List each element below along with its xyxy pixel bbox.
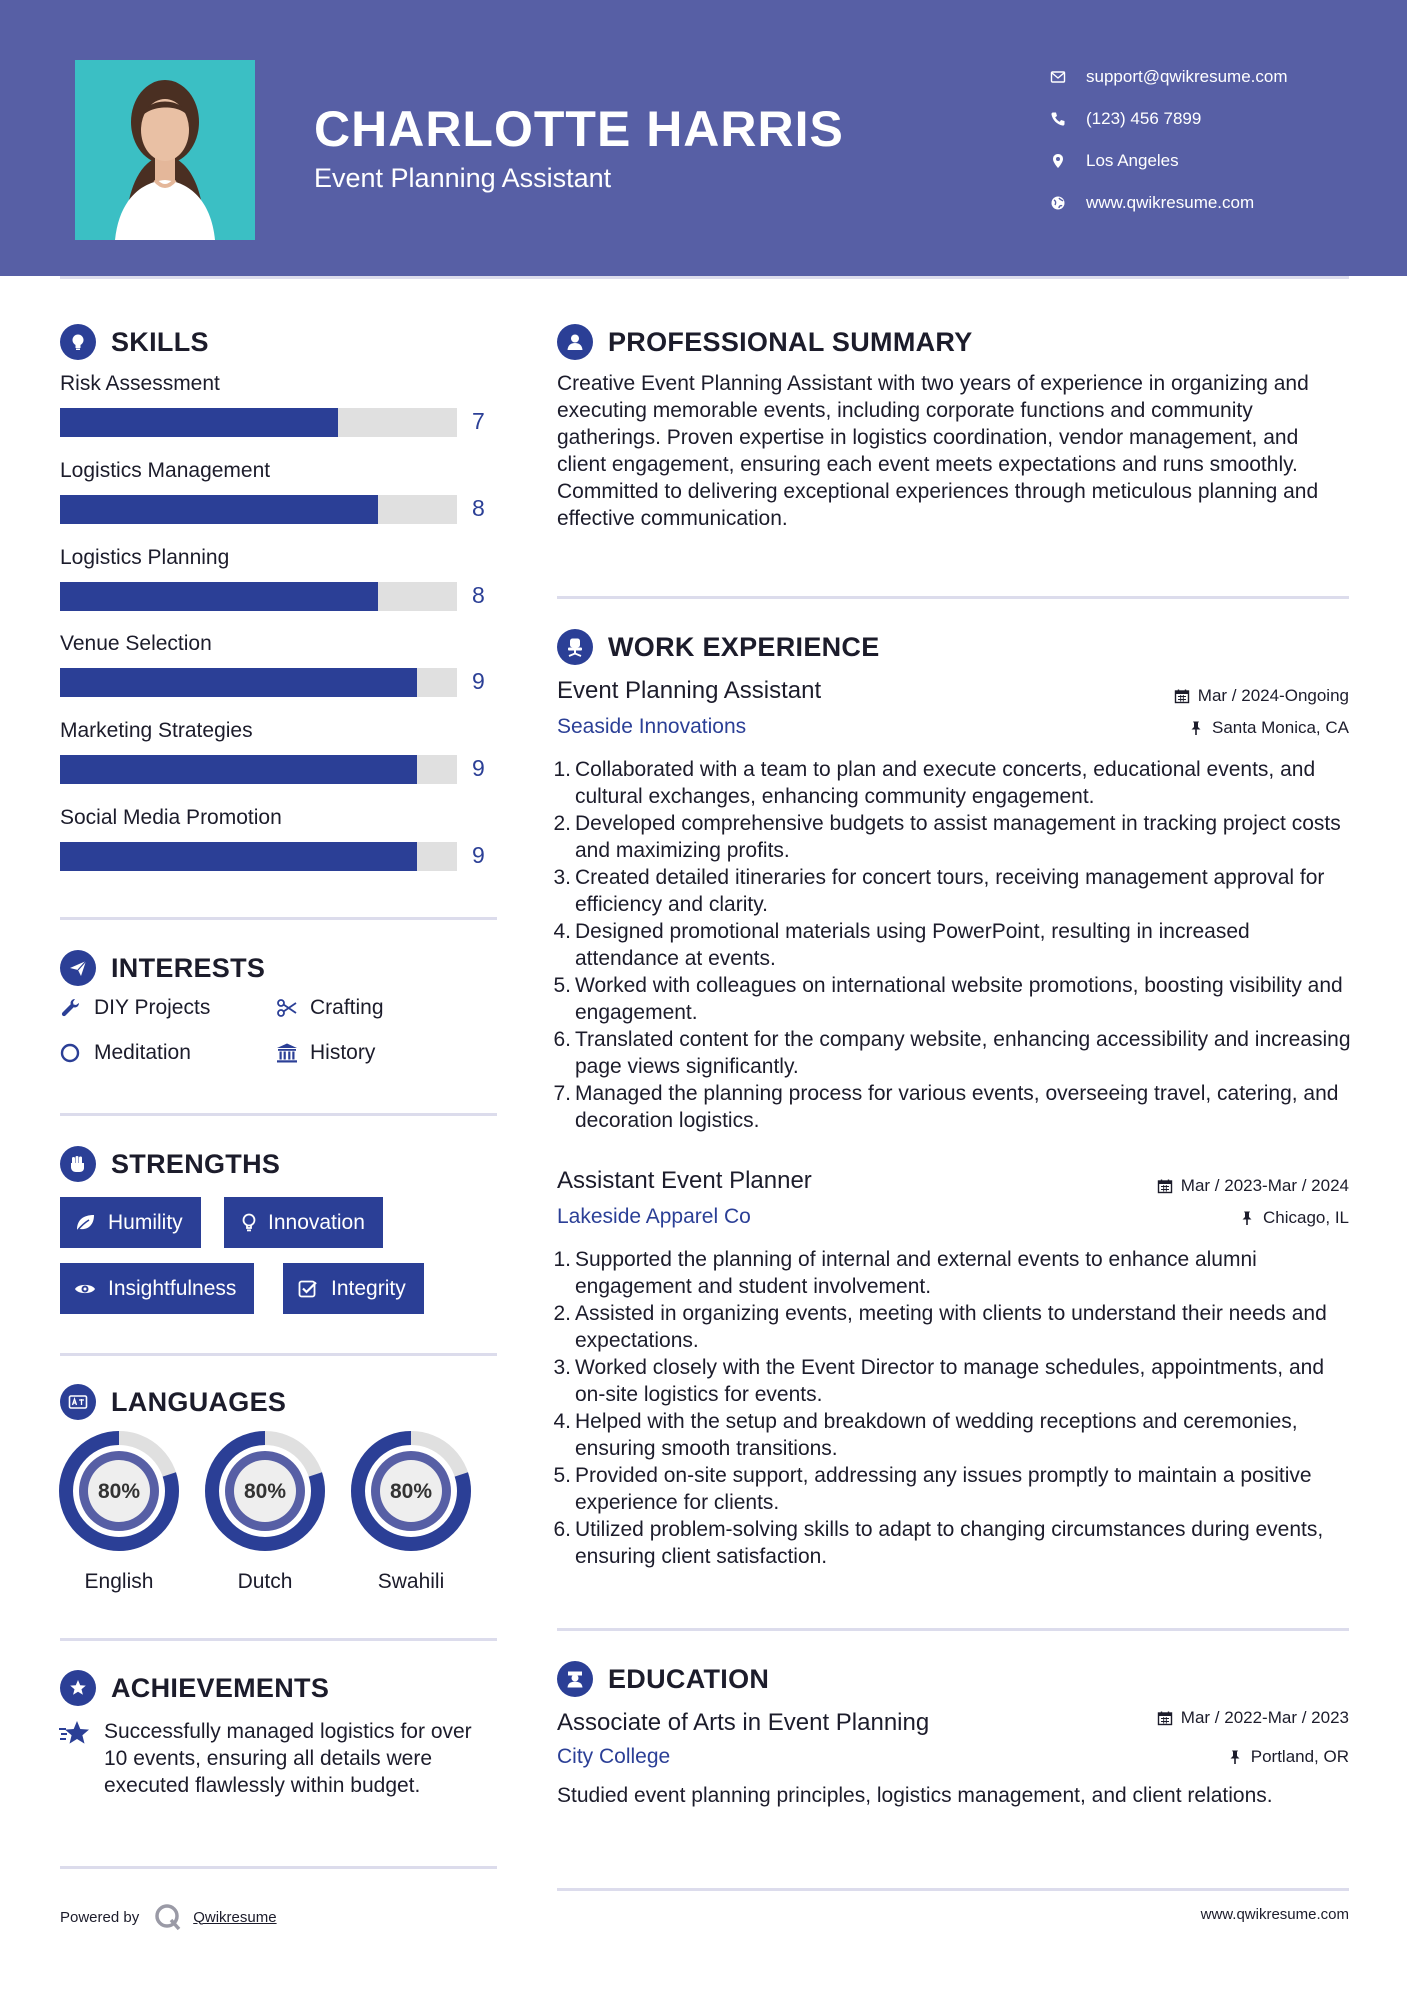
summary-text: Creative Event Planning Assistant with two years of experience in organizing and executing memorable events, including corporate functions and community gatherings. Proven expertise in logistics coordination, vendor management, and client engagement, ensuring each event meets expectations and runs smoothly. Committed to delivering exceptional experiences through meticulous planning and effective communication.	[557, 372, 1319, 530]
interests-heading	[60, 950, 265, 986]
strength-label: Humility	[108, 1210, 183, 1234]
bullet-text: Collaborated with a team to plan and execute concerts, educational events, and cultural exchanges, enhancing community engagement.	[575, 758, 1316, 808]
company-name: Lakeside Apparel Co	[557, 1205, 751, 1228]
education-description: Studied event planning principles, logistics management, and client relations.	[557, 1784, 1273, 1807]
language-ring	[204, 1430, 326, 1552]
skill-bar-fill	[60, 495, 378, 524]
contact-location-text: Los Angeles	[1086, 151, 1179, 170]
list-item: 7. Managed the planning process for various events, overseeing travel, catering, and decoration logistics.	[553, 1082, 1339, 1132]
summary-title: PROFESSIONAL SUMMARY	[608, 326, 973, 357]
language-ring	[58, 1430, 180, 1552]
skill-bar-track	[60, 668, 457, 697]
language-name: Swahili	[377, 1570, 445, 1593]
skill-level: 9	[472, 755, 485, 781]
calendar-icon	[1157, 1178, 1173, 1194]
calendar-icon	[1157, 1710, 1173, 1726]
bullet-text: Utilized problem-solving skills to adapt to changing circumstances during events, ensuring client satisfaction.	[575, 1518, 1324, 1568]
list-item: 2. Assisted in organizing events, meeting with clients to understand their needs and expectations.	[553, 1302, 1327, 1352]
language-item	[204, 1430, 326, 1594]
list-item: 3. Created detailed itineraries for concert tours, receiving management approval for efficiency and clarity.	[553, 866, 1325, 916]
job-dates-text: Mar / 2024-Ongoing	[1197, 686, 1349, 705]
strength-badge-integrity	[283, 1263, 424, 1314]
pushpin-icon	[1239, 1210, 1255, 1226]
interest-label: DIY Projects	[94, 996, 211, 1019]
skill-bar-fill	[60, 582, 378, 611]
language-percent: 80%	[97, 1480, 141, 1503]
education-dates	[1157, 1708, 1349, 1728]
scissors-icon	[276, 997, 310, 1019]
list-item: 2. Developed comprehensive budgets to assist management in tracking project costs and maximizing profits.	[553, 812, 1341, 862]
skill-name: Venue Selection	[60, 632, 212, 655]
list-item: 1. Collaborated with a team to plan and execute concerts, educational events, and cultural exchanges, enhancing community engagement.	[553, 758, 1316, 808]
education-heading	[557, 1661, 769, 1697]
strength-badge-humility	[60, 1197, 201, 1248]
skill-name: Marketing Strategies	[60, 719, 253, 742]
skill-bar-track	[60, 842, 457, 871]
star-icon	[58, 1719, 92, 1749]
interests-title: INTERESTS	[111, 952, 266, 983]
education-divider	[557, 1888, 1349, 1891]
language-item	[350, 1430, 472, 1594]
achievement-text: Successfully managed logistics for over 10 events, ensuring all details were executed flawlessly within budget.	[104, 1720, 472, 1797]
office-chair-icon	[557, 629, 593, 665]
skill-bar-track	[60, 495, 457, 524]
skills-heading	[60, 324, 209, 360]
star-badge-icon	[60, 1670, 96, 1706]
list-item: 1. Supported the planning of internal and external events to enhance alumni engagement and student involvement.	[553, 1248, 1257, 1298]
interest-label: Crafting	[310, 996, 384, 1019]
qwikresume-link[interactable]: Qwikresume	[193, 1908, 277, 1926]
bullet-text: Supported the planning of internal and external events to enhance alumni engagement and student involvement.	[575, 1248, 1257, 1298]
company-name: Seaside Innovations	[557, 715, 747, 738]
job-location-text: Chicago, IL	[1263, 1208, 1349, 1227]
map-pin-icon	[1050, 153, 1086, 169]
contact-website-text: www.qwikresume.com	[1086, 193, 1255, 212]
strength-label: Innovation	[268, 1210, 365, 1234]
education-location	[1227, 1747, 1349, 1767]
footer-url[interactable]: www.qwikresume.com	[1200, 1906, 1349, 1923]
language-name: English	[84, 1570, 154, 1593]
languages-title: LANGUAGES	[111, 1386, 287, 1417]
work-heading	[557, 629, 880, 665]
achievements-divider	[60, 1866, 497, 1869]
contact-phone[interactable]	[1050, 98, 1288, 140]
skill-level: 9	[472, 842, 485, 868]
contact-phone-text: (123) 456 7899	[1086, 109, 1202, 128]
user-icon	[557, 324, 593, 360]
powered-by	[60, 1902, 277, 1932]
skill-name: Logistics Planning	[60, 546, 230, 569]
contact-location	[1050, 140, 1288, 182]
skill-level: 9	[472, 668, 485, 694]
strength-badge-innovation	[224, 1197, 383, 1248]
skill-level: 7	[472, 408, 485, 434]
skill-level: 8	[472, 495, 485, 521]
bullet-text: Worked closely with the Event Director to manage schedules, appointments, and on-site logistics for events.	[575, 1356, 1325, 1406]
skill-name: Logistics Management	[60, 459, 271, 482]
languages-divider	[60, 1638, 497, 1641]
bullet-text: Designed promotional materials using PowerPoint, resulting in increased attendance at events.	[575, 920, 1250, 970]
header-divider	[60, 276, 1349, 279]
job-bullets	[553, 1246, 1352, 1570]
skill-level: 8	[472, 582, 485, 608]
checkbox-icon	[297, 1278, 331, 1300]
skills-title: SKILLS	[111, 326, 209, 357]
languages-heading	[60, 1384, 286, 1420]
interest-diy-projects	[60, 996, 210, 1020]
achievements-heading	[60, 1670, 329, 1706]
skill-bar-fill	[60, 408, 338, 437]
calendar-icon	[1174, 688, 1190, 704]
eye-icon	[74, 1278, 108, 1300]
skill-bar-fill	[60, 755, 417, 784]
strengths-divider	[60, 1353, 497, 1356]
pushpin-icon	[1188, 720, 1204, 736]
contact-email-text: support@qwikresume.com	[1086, 67, 1288, 86]
fist-icon	[60, 1146, 96, 1182]
job-location	[1188, 718, 1349, 738]
language-ring	[350, 1430, 472, 1552]
degree-title: Associate of Arts in Event Planning	[557, 1709, 930, 1736]
pushpin-icon	[1227, 1749, 1243, 1765]
bullet-text: Helped with the setup and breakdown of wedding receptions and ceremonies, ensuring smooth transitions.	[575, 1410, 1298, 1460]
interest-label: Meditation	[94, 1041, 191, 1064]
wrench-icon	[60, 997, 94, 1019]
strengths-title: STRENGTHS	[111, 1148, 281, 1179]
interest-history	[276, 1041, 375, 1065]
language-name: Dutch	[237, 1570, 293, 1593]
lightbulb-icon	[60, 324, 96, 360]
contact-website[interactable]	[1050, 182, 1288, 224]
contact-list	[1050, 56, 1288, 224]
candidate-title: Event Planning Assistant	[314, 163, 612, 193]
strength-label: Insightfulness	[108, 1276, 237, 1300]
education-location-text: Portland, OR	[1250, 1747, 1349, 1766]
paper-plane-icon	[60, 950, 96, 986]
skill-bar-fill	[60, 668, 417, 697]
language-item	[58, 1430, 180, 1594]
list-item: 5. Worked with colleagues on international website promotions, boosting visibility and engagement.	[553, 974, 1343, 1024]
strength-label: Integrity	[331, 1276, 406, 1300]
skills-divider	[60, 917, 497, 920]
qwikresume-logo-icon	[153, 1902, 183, 1932]
list-item: 6. Utilized problem-solving skills to adapt to changing circumstances during events, ensuring client satisfaction.	[553, 1518, 1324, 1568]
list-item: 4. Helped with the setup and breakdown of wedding receptions and ceremonies, ensuring smooth transitions.	[553, 1410, 1298, 1460]
powered-by-text: Powered by	[60, 1908, 140, 1926]
job-dates	[1157, 1176, 1349, 1196]
job-location-text: Santa Monica, CA	[1211, 718, 1349, 737]
interest-label: History	[310, 1041, 376, 1064]
envelope-icon	[1050, 69, 1086, 85]
phone-icon	[1050, 111, 1086, 127]
job-location	[1239, 1208, 1349, 1228]
bullet-text: Provided on-site support, addressing any issues promptly to maintain a positive experience for clients.	[575, 1464, 1312, 1514]
job-bullets	[553, 756, 1352, 1134]
interest-meditation	[60, 1041, 191, 1065]
school-name: City College	[557, 1745, 671, 1768]
skill-bar-track	[60, 408, 457, 437]
education-title: EDUCATION	[608, 1663, 770, 1694]
interest-crafting	[276, 996, 384, 1020]
strength-badge-insightfulness	[60, 1263, 254, 1314]
list-item: 6. Translated content for the company website, enhancing accessibility and increasing page views significantly.	[553, 1028, 1351, 1078]
bullet-text: Created detailed itineraries for concert tours, receiving management approval for efficiency and clarity.	[575, 866, 1325, 916]
contact-email[interactable]	[1050, 56, 1288, 98]
job-dates	[1174, 686, 1349, 706]
skill-name: Risk Assessment	[60, 372, 220, 395]
interests-divider	[60, 1113, 497, 1116]
list-item: 5. Provided on-site support, addressing any issues promptly to maintain a positive experience for clients.	[553, 1464, 1312, 1514]
candidate-name: CHARLOTTE HARRIS	[314, 101, 844, 157]
skill-bar-fill	[60, 842, 417, 871]
skill-bar-track	[60, 582, 457, 611]
leaf-icon	[74, 1212, 108, 1234]
job-title: Event Planning Assistant	[557, 677, 822, 704]
language-percent: 80%	[389, 1480, 433, 1503]
lightbulb-outline-icon	[238, 1212, 268, 1234]
bullet-text: Assisted in organizing events, meeting with clients to understand their needs and expectations.	[575, 1302, 1327, 1352]
summary-heading	[557, 324, 973, 360]
bullet-text: Worked with colleagues on international website promotions, boosting visibility and engagement.	[575, 974, 1343, 1024]
list-item: 4. Designed promotional materials using PowerPoint, resulting in increased attendance at events.	[553, 920, 1250, 970]
language-percent: 80%	[243, 1480, 287, 1503]
skill-bar-track	[60, 755, 457, 784]
bullet-text: Translated content for the company website, enhancing accessibility and increasing page views significantly.	[575, 1028, 1351, 1078]
work-divider	[557, 1628, 1349, 1631]
job-title: Assistant Event Planner	[557, 1167, 812, 1194]
circle-icon	[60, 1042, 94, 1064]
achievements-title: ACHIEVEMENTS	[111, 1672, 330, 1703]
globe-icon	[1050, 195, 1086, 211]
work-title: WORK EXPERIENCE	[608, 631, 880, 662]
bullet-text: Managed the planning process for various events, overseeing travel, catering, and decoration logistics.	[575, 1082, 1339, 1132]
graduate-icon	[557, 1661, 593, 1697]
bullet-text: Developed comprehensive budgets to assist management in tracking project costs and maximizing profits.	[575, 812, 1341, 862]
summary-divider	[557, 596, 1349, 599]
strengths-heading	[60, 1146, 280, 1182]
resume-header	[0, 0, 1407, 276]
language-icon	[60, 1384, 96, 1420]
education-dates-text: Mar / 2022-Mar / 2023	[1180, 1708, 1349, 1727]
skill-name: Social Media Promotion	[60, 806, 282, 829]
museum-icon	[276, 1042, 310, 1064]
list-item: 3. Worked closely with the Event Director to manage schedules, appointments, and on-site logistics for events.	[553, 1356, 1325, 1406]
job-dates-text: Mar / 2023-Mar / 2024	[1180, 1176, 1349, 1195]
profile-photo	[75, 60, 255, 240]
